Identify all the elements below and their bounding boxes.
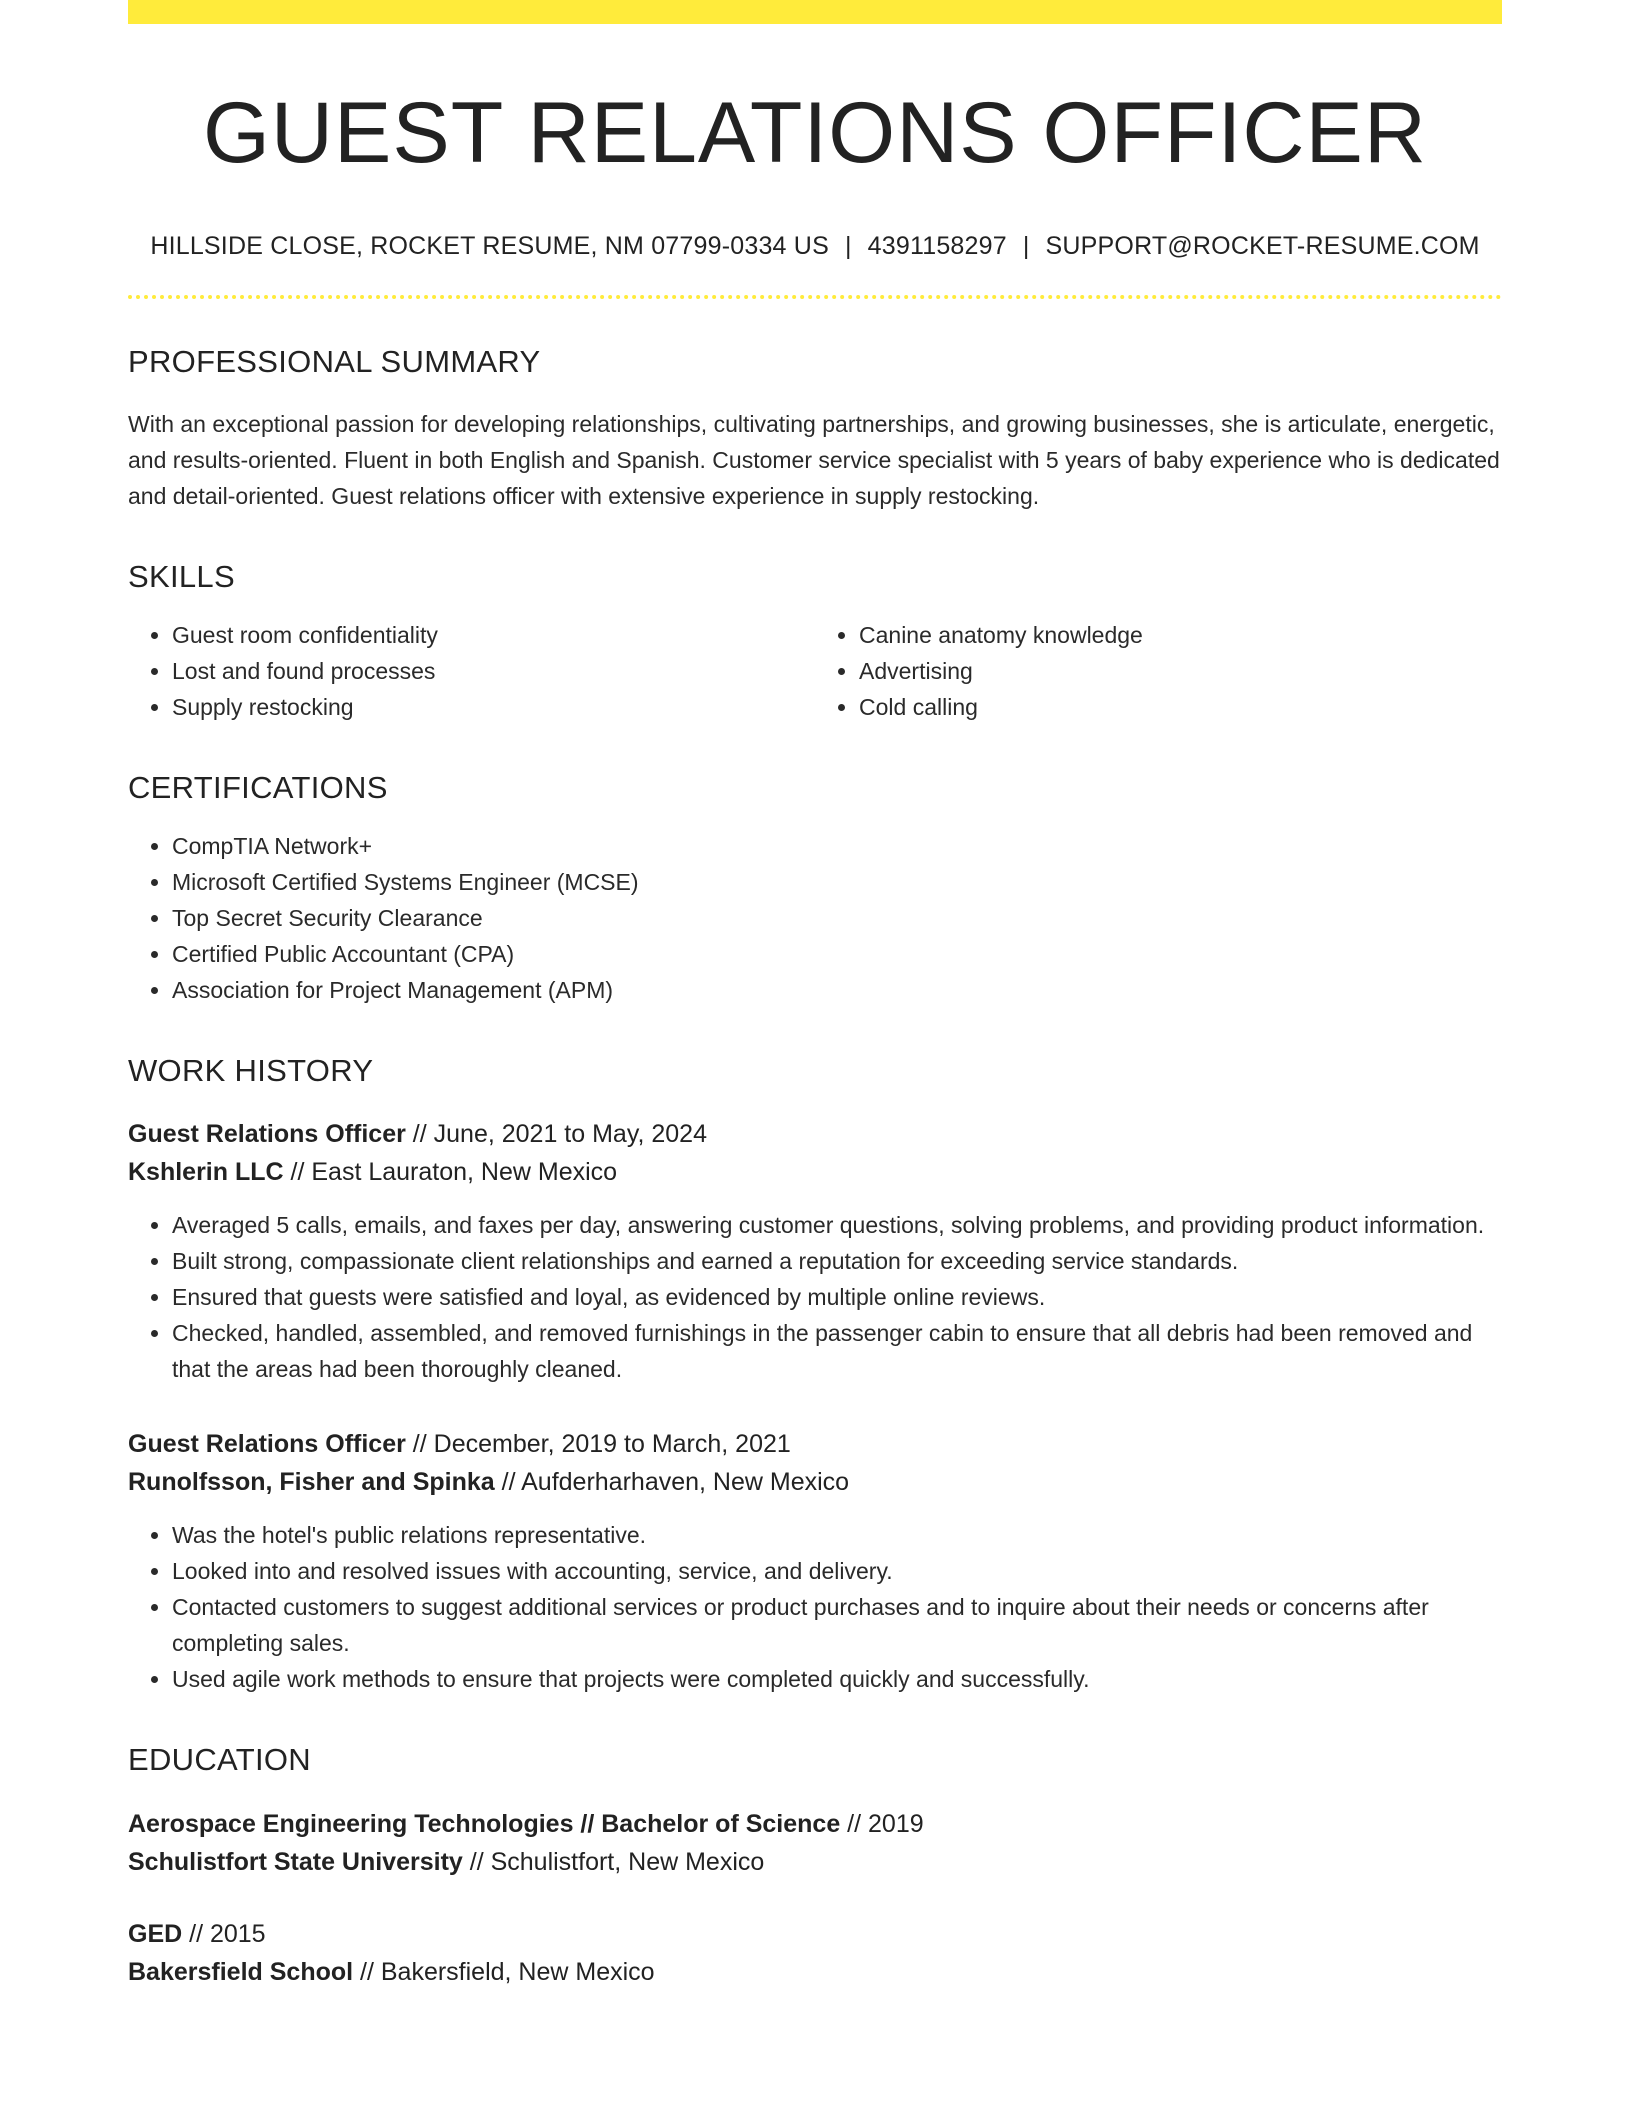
certification-item: • CompTIA Network+ bbox=[172, 828, 1502, 864]
work-history-section bbox=[128, 1052, 1502, 1697]
skill-item: • Lost and found processes bbox=[172, 653, 815, 689]
education-degree: GED bbox=[128, 1919, 183, 1948]
summary-text: With an exceptional passion for developing relationships, cultivating partnerships, and growing businesses, she is articulate, energetic, and results-oriented. Fluent in both English and Spanish. Customer service specialist with 5 years of baby experience who is dedicated and detail-oriented. Guest relations officer with extensive experience in supply restocking. bbox=[128, 410, 1500, 509]
education-entry bbox=[128, 1915, 1502, 1991]
contact-separator: | bbox=[1022, 231, 1030, 260]
certification-item: • Certified Public Accountant (CPA) bbox=[172, 936, 1502, 972]
education-degree-line bbox=[128, 1915, 1502, 1953]
job-title-line bbox=[128, 1425, 1502, 1463]
job-title: Guest Relations Officer bbox=[128, 1120, 406, 1149]
skill-item: • Cold calling bbox=[859, 689, 1502, 725]
job-company-line bbox=[128, 1463, 1502, 1501]
job-dates: // June, 2021 to May, 2024 bbox=[405, 1120, 707, 1149]
skill-item: • Guest room confidentiality bbox=[172, 617, 815, 653]
education-school: Schulistfort State University bbox=[128, 1847, 463, 1876]
job-entry bbox=[128, 1115, 1502, 1387]
job-bullet: • Was the hotel's public relations representative. bbox=[172, 1517, 1502, 1553]
education-year: // 2019 bbox=[840, 1809, 924, 1838]
skills-section bbox=[128, 558, 1502, 725]
job-location: // East Lauraton, New Mexico bbox=[283, 1158, 618, 1187]
education-degree: Aerospace Engineering Technologies // Bachelor of Science bbox=[128, 1809, 841, 1838]
skill-item: • Supply restocking bbox=[172, 689, 815, 725]
dotted-divider bbox=[128, 295, 1502, 299]
job-location: // Aufderharhaven, New Mexico bbox=[494, 1468, 850, 1497]
education-year: // 2015 bbox=[182, 1919, 266, 1948]
summary-section bbox=[128, 343, 1502, 514]
education-location: // Bakersfield, New Mexico bbox=[353, 1957, 655, 1986]
skills-list-right bbox=[815, 617, 1502, 725]
job-bullet: • Contacted customers to suggest additional services or product purchases and to inquire about their needs or concerns after completing sales. bbox=[172, 1589, 1502, 1661]
education-school-line bbox=[128, 1843, 1502, 1881]
resume-page bbox=[128, 0, 1502, 1991]
certification-item: • Microsoft Certified Systems Engineer (MCSE) bbox=[172, 864, 1502, 900]
job-company: Kshlerin LLC bbox=[128, 1158, 284, 1187]
certification-item: • Association for Project Management (APM) bbox=[172, 972, 1502, 1008]
contact-phone: 4391158297 bbox=[867, 231, 1007, 260]
contact-line bbox=[128, 231, 1502, 261]
contact-email: SUPPORT@ROCKET-RESUME.COM bbox=[1045, 231, 1480, 260]
resume-name-title: GUEST RELATIONS OFFICER bbox=[203, 85, 1427, 181]
job-entry bbox=[128, 1425, 1502, 1697]
contact-separator: | bbox=[844, 231, 852, 260]
skills-columns bbox=[128, 617, 1502, 725]
education-section bbox=[128, 1741, 1502, 1990]
job-bullet: • Ensured that guests were satisfied and loyal, as evidenced by multiple online reviews. bbox=[172, 1279, 1502, 1315]
job-bullet: • Averaged 5 calls, emails, and faxes per day, answering customer questions, solving problems, and providing product information. bbox=[172, 1207, 1502, 1243]
job-title-line bbox=[128, 1115, 1502, 1153]
job-company: Runolfsson, Fisher and Spinka bbox=[128, 1468, 495, 1497]
certification-item: • Top Secret Security Clearance bbox=[172, 900, 1502, 936]
section-heading-certifications: CERTIFICATIONS bbox=[128, 769, 388, 805]
education-school: Bakersfield School bbox=[128, 1957, 354, 1986]
job-dates: // December, 2019 to March, 2021 bbox=[405, 1430, 791, 1459]
job-title: Guest Relations Officer bbox=[128, 1430, 406, 1459]
section-heading-work-history: WORK HISTORY bbox=[128, 1053, 374, 1089]
education-location: // Schulistfort, New Mexico bbox=[462, 1847, 765, 1876]
job-bullets bbox=[128, 1517, 1502, 1697]
section-heading-education: EDUCATION bbox=[128, 1742, 311, 1778]
skill-item: • Canine anatomy knowledge bbox=[859, 617, 1502, 653]
top-accent-bar bbox=[128, 0, 1502, 24]
job-company-line bbox=[128, 1153, 1502, 1191]
certifications-section bbox=[128, 769, 1502, 1008]
contact-address: HILLSIDE CLOSE, ROCKET RESUME, NM 07799-0334 US bbox=[150, 231, 829, 260]
education-degree-line bbox=[128, 1805, 1502, 1843]
education-school-line bbox=[128, 1953, 1502, 1991]
job-bullet: • Looked into and resolved issues with accounting, service, and delivery. bbox=[172, 1553, 1502, 1589]
job-bullet: • Checked, handled, assembled, and removed furnishings in the passenger cabin to ensure that all debris had been removed and that the areas had been thoroughly cleaned. bbox=[172, 1315, 1502, 1387]
section-heading-summary: PROFESSIONAL SUMMARY bbox=[128, 343, 541, 379]
education-entry bbox=[128, 1805, 1502, 1881]
job-bullet: • Used agile work methods to ensure that projects were completed quickly and successfully. bbox=[172, 1661, 1502, 1697]
job-bullets bbox=[128, 1207, 1502, 1387]
section-heading-skills: SKILLS bbox=[128, 558, 235, 594]
certifications-list bbox=[128, 828, 1502, 1008]
skills-list-left bbox=[128, 617, 815, 725]
job-bullet: • Built strong, compassionate client relationships and earned a reputation for exceeding service standards. bbox=[172, 1243, 1502, 1279]
skill-item: • Advertising bbox=[859, 653, 1502, 689]
